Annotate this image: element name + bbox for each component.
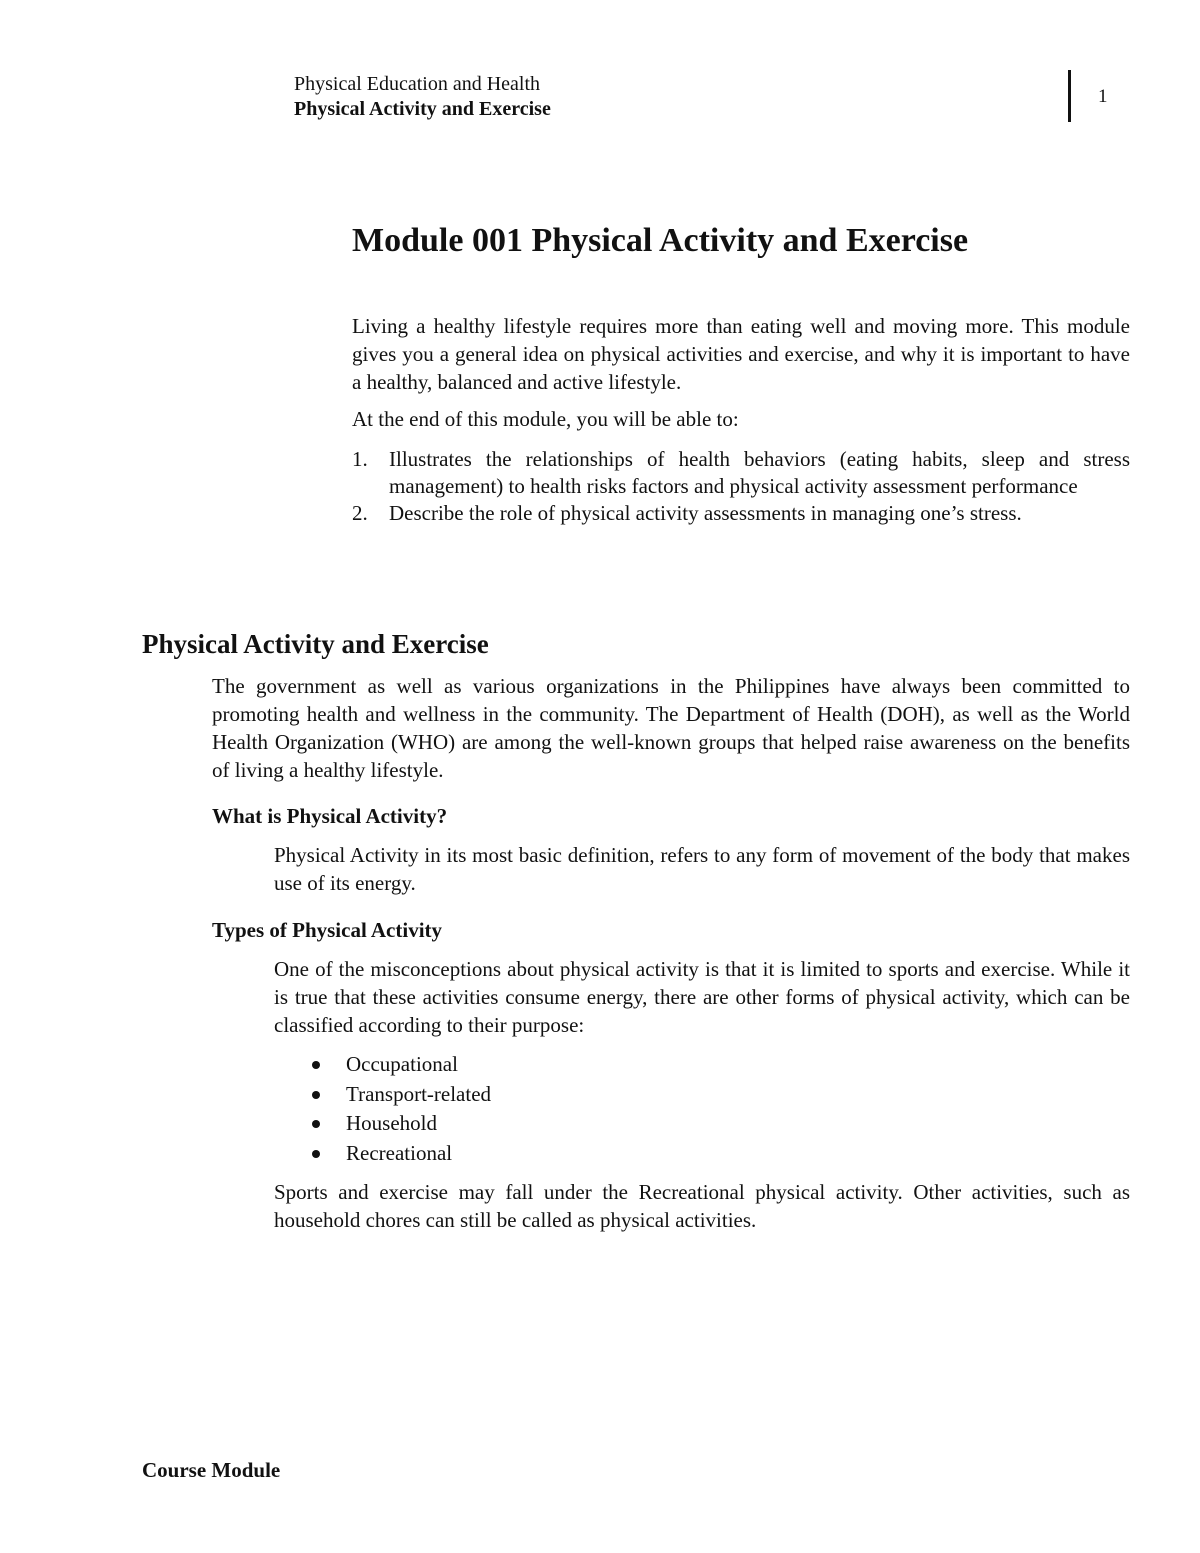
objective-number: 2. xyxy=(352,501,368,525)
page-footer: Course Module xyxy=(142,1458,281,1482)
header-course-title: Physical Education and Health xyxy=(294,73,541,95)
definition-paragraph: Physical Activity in its most basic definition, refers to any form of movement of the body that makes use of its energy. xyxy=(274,843,1130,895)
activity-types-list xyxy=(274,1050,491,1168)
bullet-icon xyxy=(312,1091,320,1099)
module-intro: Living a healthy lifestyle requires more than eating well and moving more. This module gives you a general idea on physical activities and exercise, and why it is important to have a healthy, balanced and active lifestyle. xyxy=(352,314,1130,394)
header-topic-title: Physical Activity and Exercise xyxy=(294,98,551,120)
types-paragraph: One of the misconceptions about physical activity is that it is limited to sports and exercise. While it is true that these activities consume energy, there are other forms of physical activity, which can be classified according to their purpose: xyxy=(274,957,1130,1037)
list-item xyxy=(274,1080,491,1110)
objective-text: Illustrates the relationships of health behaviors (eating habits, sleep and stress management) to health risks factors and physical activity assessment performance xyxy=(389,447,1130,498)
objective-item xyxy=(352,446,1130,500)
page-number: 1 xyxy=(1098,86,1108,107)
subheading-types-of-physical-activity: Types of Physical Activity xyxy=(212,918,443,942)
bullet-icon xyxy=(312,1150,320,1158)
bullet-icon xyxy=(312,1061,320,1069)
module-title: Module 001 Physical Activity and Exercise xyxy=(352,222,969,259)
list-item xyxy=(274,1050,491,1080)
subheading-what-is-physical-activity: What is Physical Activity? xyxy=(212,804,448,828)
section-body: The government as well as various organizations in the Philippines have always been committed to promoting health and wellness in the community. The Department of Health (DOH), as well as the World Health Organization (WHO) are among the well-known groups that helped raise awareness on the benefits of living a healthy lifestyle. xyxy=(212,674,1130,782)
list-item-label: Household xyxy=(346,1111,437,1135)
header-divider xyxy=(1068,70,1071,122)
list-item xyxy=(274,1139,491,1169)
objective-number: 1. xyxy=(352,447,368,471)
objectives-lead: At the end of this module, you will be able to: xyxy=(352,407,739,431)
objective-item xyxy=(352,500,1130,527)
list-item-label: Recreational xyxy=(346,1140,453,1165)
section-heading: Physical Activity and Exercise xyxy=(142,629,489,659)
list-item-label: Transport-related xyxy=(346,1081,492,1106)
bullet-icon xyxy=(312,1120,320,1128)
page-header xyxy=(294,72,551,122)
objective-text: Describe the role of physical activity assessments in managing one’s stress. xyxy=(389,501,1022,525)
list-item xyxy=(274,1109,491,1139)
objectives-list xyxy=(352,446,1130,527)
closing-paragraph: Sports and exercise may fall under the Recreational physical activity. Other activities, such as household chores can still be called as physical activities. xyxy=(274,1180,1130,1232)
list-item-label: Occupational xyxy=(346,1052,458,1076)
